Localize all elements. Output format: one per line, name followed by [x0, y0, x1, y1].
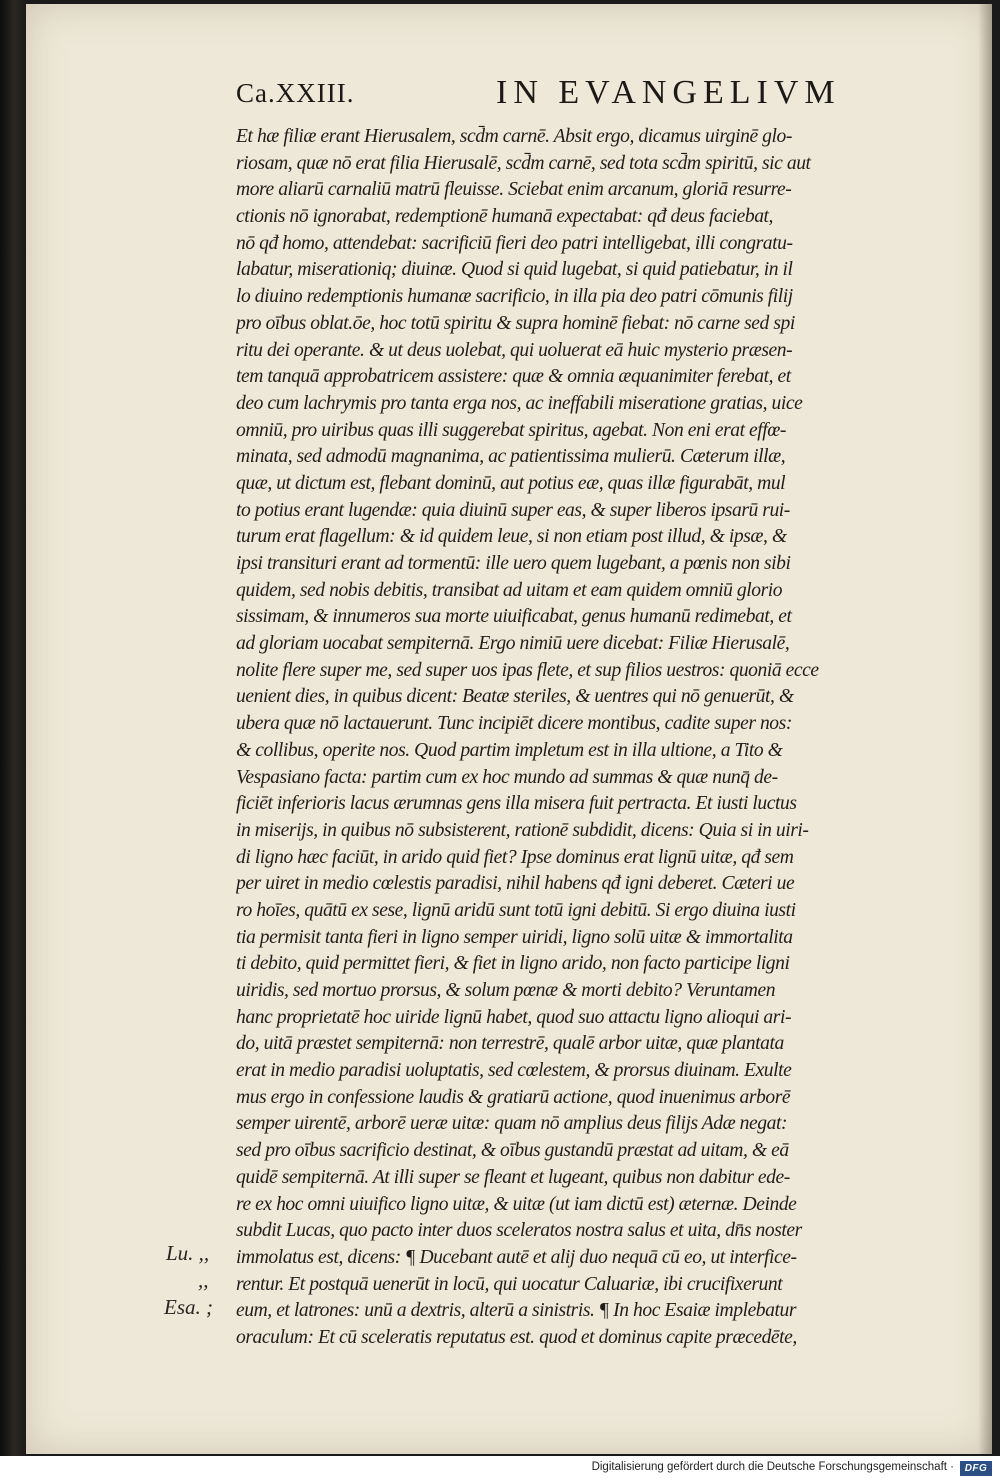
text-line: Vespasiano facta: partim cum ex hoc mundo ad summas & quæ nunq̄ de- [236, 766, 778, 788]
text-line: ritu dei operante. & ut deus uolebat, qui uoluerat eā huic mysterio præsen- [236, 339, 793, 361]
text-line: labatur, miserationiq; diuinæ. Quod si quid lugebat, si quid patiebatur, in il [236, 259, 793, 281]
text-line: & collibus, operite nos. Quod partim impletum est in illa ultione, a Tito & [236, 739, 783, 761]
book-title-heading: IN EVANGELIVM [496, 74, 841, 111]
text-line: re ex hoc omni uiuifico ligno uitæ, & uitæ (ut iam dictū est) æternæ. Deinde [236, 1193, 797, 1215]
text-line: turum erat flagellum: & id quidem leue, si non etiam post illud, & ipsæ, & [236, 526, 787, 548]
text-line: uiridis, sed mortuo prorsus, & solum pœnæ & morti debito? Veruntamen [236, 980, 776, 1001]
text-line: subdit Lucas, quo pacto inter duos sceleratos nostra salus et uita, dn̄s noster [236, 1220, 802, 1242]
book-page [26, 4, 992, 1454]
text-line: ipsi transituri erant ad tormentū: ille uero quem lugebant, a pœnis non sibi [236, 553, 791, 574]
text-line: ad gloriam uocabat sempiternā. Ergo nimiū uere dicebat: Filiæ Hierusalē, [236, 633, 790, 655]
text-line: riosam, quæ nō erat filia Hierusalē, scd̄m carnē, sed tota scd̄m spiritū, sic aut [236, 152, 811, 174]
text-line: rentur. Et postquā uenerūt in locū, qui uocatur Caluariæ, ibi crucifixerunt [236, 1273, 783, 1295]
text-line: Et hæ filiæ erant Hierusalem, scd̄m carnē. Absit ergo, dicamus uirginē glo- [236, 126, 792, 147]
text-line: quidē sempiternā. At illi super se fleant et lugeant, quibus non dabitur ede- [236, 1166, 790, 1188]
text-line: immolatus est, dicens: ¶ Ducebant autē et alij duo nequā cū eo, ut interfice- [236, 1246, 797, 1268]
text-line: lo diuino redemptionis humanæ sacrificio, in illa pia deo patri cōmunis filij [236, 286, 793, 308]
marginal-note: Esa. ; [164, 1294, 213, 1319]
footer-bar [0, 1456, 1000, 1482]
body-text [236, 124, 991, 1352]
text-line: erat in medio paradisi uoluptatis, sed cœlestem, & prorsus diuinam. Exulte [236, 1060, 792, 1082]
text-line: do, uitā præstet sempiternā: non terrestrē, qualē arbor uitæ, quæ plantata [236, 1033, 784, 1055]
marginal-note: Lu. ,, [166, 1241, 210, 1266]
text-line: semper uirentē, arborē ueræ uitæ: quam nō amplius deus filijs Adæ negat: [236, 1113, 788, 1135]
text-line: per uiret in medio cœlestis paradisi, nihil habens qđ igni deberet. Cæteri ue [236, 873, 795, 895]
text-line: sed pro oībus sacrificio destinat, & oībus gustandū præstat ad uitam, & eā [236, 1140, 789, 1162]
text-line: ctionis nō ignorabat, redemptionē humanā expectabat: qđ deus faciebat, [236, 206, 773, 228]
text-line: uenient dies, in quibus dicent: Beatæ steriles, & uentres qui nō genuerūt, & [236, 686, 794, 708]
text-line: to potius erant lugendæ: quia diuinū super eas, & super liberos ipsarū rui- [236, 499, 790, 521]
text-line: more aliarū carnaliū matrū fleuisse. Sciebat enim arcanum, gloriā resurre- [236, 179, 792, 201]
text-line: minata, sed admodū magnanima, ac patientissima mulierū. Cæterum illæ, [236, 446, 786, 468]
text-line: quæ, ut dictum est, flebant dominū, aut potius eæ, quas illæ figurabāt, mul [236, 472, 786, 494]
book-edge [0, 0, 26, 1482]
text-line: omniū, pro uiribus quas illi suggerebat spiritus, agebat. Non eni erat effœ- [236, 419, 786, 441]
text-line: pro oībus oblat.ōe, hoc totū spiritu & supra hominē fiebat: nō carne sed spi [236, 312, 795, 334]
text-line: eum, et latrones: unū a dextris, alterū a sinistris. ¶ In hoc Esaiæ implebatur [236, 1300, 797, 1322]
text-line: tia permisit tanta fieri in ligno semper uiridi, ligno solū uitæ & immortalita [236, 926, 793, 948]
running-head [236, 68, 856, 114]
dfg-logo: DFG [960, 1461, 992, 1476]
text-line: nolite flere super me, sed super uos ipas flete, et sup filios uestros: quoniā ecce [236, 659, 819, 681]
text-line: in miserijs, in quibus nō subsisterent, rationē subdidit, dicens: Quia si in uiri- [236, 819, 809, 841]
text-line: tem tanquā approbatricem assistere: quæ & omnia æquanimiter ferebat, et [236, 366, 791, 388]
marginal-note: ,, [198, 1268, 209, 1293]
funding-credit: Digitalisierung gefördert durch die Deutsche Forschungsgemeinschaft · [591, 1461, 954, 1473]
text-line: deo cum lachrymis pro tanta erga nos, ac ineffabili miseratione gratias, uice [236, 392, 803, 414]
text-line: nō qđ homo, attendebat: sacrificiū fieri deo patri intelligebat, illi congratu- [236, 232, 793, 254]
text-line: mus ergo in confessione laudis & gratiarū actione, quod inuenimus arborē [236, 1086, 791, 1108]
text-line: oraculum: Et cū sceleratis reputatus est. quod et dominus capite præcedēte, [236, 1326, 797, 1348]
text-line: sissimam, & innumeros sua morte uiuificabat, genus humanū redimebat, et [236, 606, 792, 628]
text-line: hanc proprietatē hoc uiride lignū habet, quod suo attactu ligno alioqui ari- [236, 1006, 792, 1028]
text-line: quidem, sed nobis debitis, transibat ad uitam et eam quidem omniū glorio [236, 579, 783, 601]
text-line: ficiēt inferioris lacus ærumnas gens illa misera fuit pertracta. Et iusti luctus [236, 793, 797, 815]
text-line: di ligno hæc faciūt, in arido quid fiet? Ipse dominus erat lignū uitæ, qđ sem [236, 846, 794, 868]
chapter-heading: Ca.XXIII. [236, 78, 355, 108]
text-line: ro hoīes, quātū ex sese, lignū aridū sunt totū igni debitū. Si ergo diuina iusti [236, 899, 796, 921]
text-line: ti debito, quid permittet fieri, & fiet in ligno arido, non facto participe ligni [236, 953, 790, 975]
text-line: ubera quæ nō lactauerunt. Tunc incipiēt dicere montibus, cadite super nos: [236, 713, 792, 735]
